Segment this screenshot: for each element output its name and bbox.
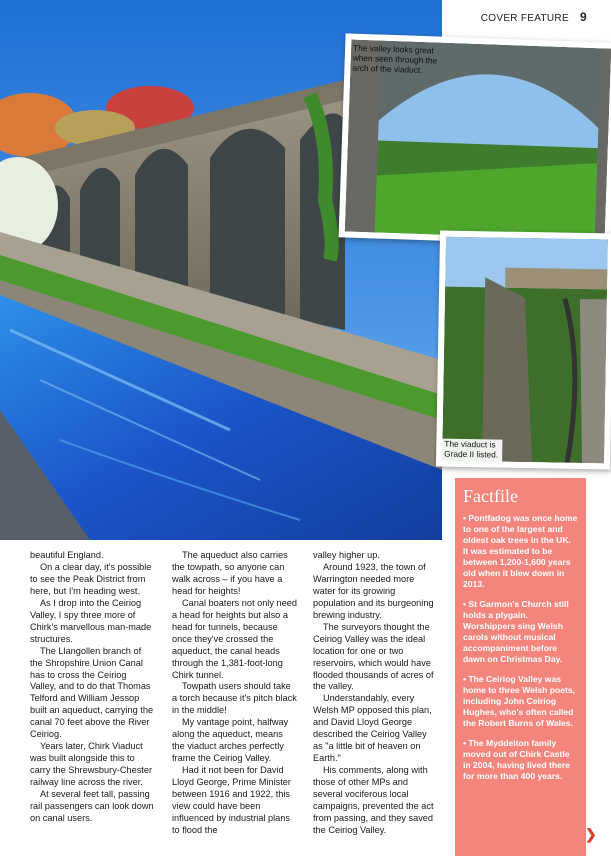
paragraph: beautiful England.	[30, 550, 104, 560]
paragraph: Understandably, every Welsh MP opposed this plan, and David Lloyd George described the Ceiriog Valley as "a little bit of heaven on Earth."	[313, 693, 432, 764]
paragraph: Towpath users should take a torch because it's pitch black in the middle!	[172, 681, 297, 716]
paragraph: Canal boaters not only need a head for heights but also a head for tunnels, because once they've crossed the aqueduct, the canal heads through the 1,381-foot-long Chirk tunnel.	[172, 597, 297, 680]
paragraph: Years later, Chirk Viaduct was built alongside this to carry the Shrewsbury-Chester railway line across the river.	[30, 741, 153, 788]
paragraph: As I drop into the Ceiriog Valley, I spy three more of Chirk's marvellous man-made structures.	[30, 597, 152, 644]
factfile-item: • St Garmon's Church still holds a plygain. Worshippers sing Welsh carols without musical accompaniment before dawn on Christmas Day.	[463, 599, 569, 664]
factfile-item: • Pontfadog was once home to one of the largest and oldest oak trees in the UK. It was estimated to be between 1,200-1,600 years old when it blew down in 2013.	[463, 513, 578, 589]
paragraph: Around 1923, the town of Warrington needed more water for its growing population and its burgeoning brewing industry.	[313, 561, 434, 620]
text-column-1	[30, 550, 155, 825]
paragraph: Had it not been for David Lloyd George, Prime Minister between 1916 and 1922, this view could have been influenced by industrial plans to flood the	[172, 765, 291, 835]
page-number: 9	[580, 10, 587, 24]
paragraph: On a clear day, it's possible to see the Peak District from here, but I'm heading west.	[30, 561, 152, 596]
photo-arch-view	[339, 33, 611, 246]
paragraph: At several feet tall, passing rail passengers can look down on canal users.	[30, 789, 154, 823]
text-column-2	[172, 550, 297, 837]
photo-caption: The valley looks great when seen through the arch of the viaduct.	[352, 42, 438, 75]
factfile-title: Factfile	[463, 486, 518, 506]
paragraph: The Llangollen branch of the Shropshire Union Canal has to cross the Ceiriog Valley, and to do that Thomas Telford and William Jessop built an aqueduct, carrying the canal 70 feet above the River Ceiriog.	[30, 645, 154, 740]
running-header	[481, 10, 587, 24]
chevron-right-icon[interactable]: ❯	[585, 826, 597, 842]
paragraph: valley higher up.	[313, 550, 380, 560]
paragraph: The aqueduct also carries the towpath, so anyone can walk across – if you have a head for heights!	[172, 550, 288, 596]
photo-caption: The viaduct is Grade II listed.	[442, 439, 502, 462]
text-column-3	[313, 550, 438, 837]
factfile-item: • The Myddelton family moved out of Chirk Castle in 2004, having lived there for more than 400 years.	[463, 738, 570, 781]
factfile-item: • The Ceiriog Valley was home to three Welsh poets, including John Ceiriog Hughes, who's often called the Robert Burns of Wales.	[463, 674, 576, 728]
factfile-box	[455, 478, 586, 856]
paragraph: His comments, along with those of other MPs and several vociferous local campaigns, prevented the act from passing, and they saved the Ceiriog Valley.	[313, 765, 434, 835]
viaduct-image	[442, 237, 608, 464]
paragraph: My vantage point, halfway along the aqueduct, means the viaduct arches perfectly frame the Ceiriog Valley.	[172, 717, 289, 764]
paragraph: The surveyors thought the Ceiriog Valley was the ideal location for one or two reservoirs, which would have flooded thousands of acres of the valley.	[313, 621, 434, 692]
photo-viaduct	[436, 230, 611, 469]
section-title: COVER FEATURE	[480, 13, 569, 24]
